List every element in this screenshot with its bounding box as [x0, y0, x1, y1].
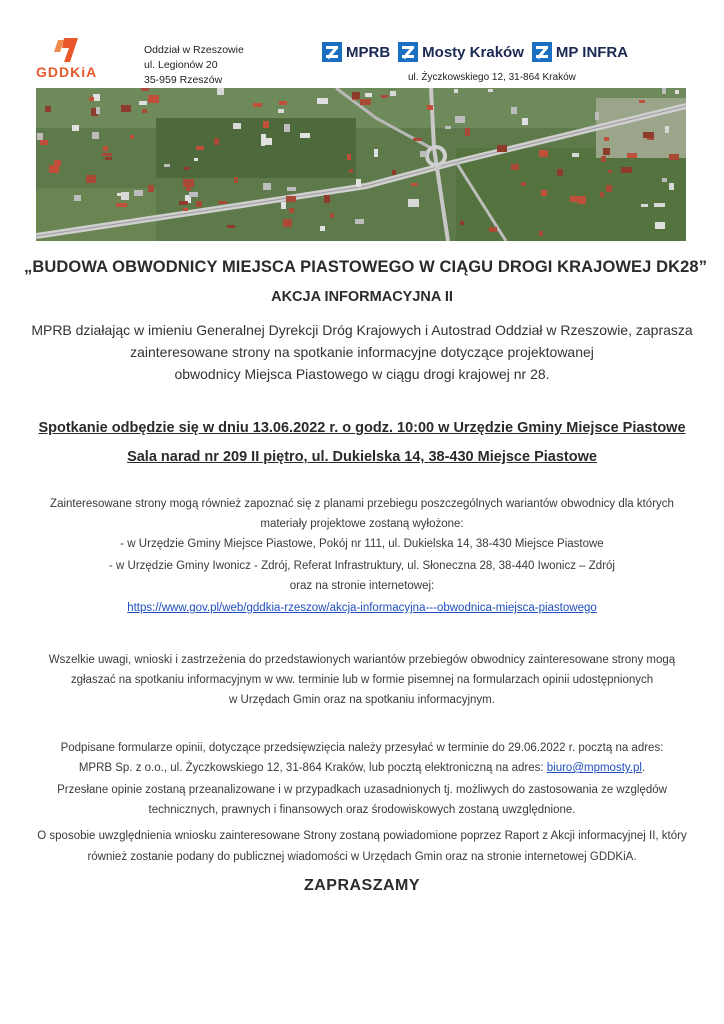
- rooftop: [411, 183, 418, 186]
- rooftop: [40, 140, 48, 145]
- rooftop: [194, 158, 198, 161]
- rooftop: [455, 116, 465, 123]
- gddkia-logo-text: GDDKiA: [36, 64, 98, 80]
- rooftop: [189, 192, 198, 197]
- rooftop: [54, 160, 61, 166]
- rooftop: [347, 154, 351, 160]
- rooftop: [116, 203, 127, 207]
- rooftop: [196, 201, 202, 207]
- aerial-photo: [36, 88, 686, 241]
- review-line: Przesłane opinie zostaną przeanalizowane i w przypadkach uzasadnionych tj. możliwych do zastosowania ze względów: [57, 784, 667, 796]
- rooftop: [578, 196, 586, 204]
- rooftop: [349, 169, 353, 173]
- rooftop: [511, 164, 519, 170]
- rooftop: [261, 138, 272, 145]
- remarks-line: w Urzędach Gmin oraz na spotkaniu informacyjnym.: [229, 694, 495, 706]
- z-tile-logo-icon: [532, 42, 552, 62]
- rooftop: [214, 138, 219, 145]
- rooftop: [86, 175, 96, 183]
- rooftop: [356, 179, 361, 187]
- rooftop: [465, 128, 470, 136]
- intro-line: obwodnicy Miejsca Piastowego w ciągu drogi krajowej nr 28.: [174, 366, 550, 382]
- rooftop: [324, 195, 330, 203]
- rooftop: [287, 187, 296, 191]
- address-left: [144, 43, 244, 88]
- rooftop: [601, 156, 606, 162]
- forms-paragraph: [24, 738, 700, 778]
- rooftop: [121, 105, 131, 112]
- rooftop: [522, 118, 528, 125]
- rooftop: [662, 178, 667, 182]
- rooftop: [608, 170, 612, 173]
- partner-logos: [322, 40, 628, 64]
- rooftop: [541, 190, 547, 196]
- rooftop: [300, 133, 310, 138]
- rooftop: [183, 179, 194, 187]
- rooftop: [381, 95, 388, 98]
- rooftop: [639, 100, 645, 103]
- rooftop: [330, 213, 334, 218]
- rooftop: [460, 221, 464, 225]
- rooftop: [627, 153, 637, 158]
- rooftop: [621, 167, 632, 173]
- info-line: - w Urzędzie Gminy Miejsce Piastowe, Pokój nr 111, ul. Dukielska 14, 38-430 Miejsce Piastowe: [120, 538, 604, 550]
- website-label: oraz na stronie internetowej:: [289, 580, 435, 592]
- rooftop: [148, 185, 154, 192]
- notice-line: O sposobie uwzględnienia wniosku zainteresowane Strony zostaną powiadomione poprzez Raport z Akcji informacyjnej II, który: [37, 830, 687, 842]
- rooftop: [604, 137, 609, 141]
- rooftop: [662, 88, 666, 94]
- rooftop: [102, 153, 112, 156]
- rooftop: [557, 169, 563, 176]
- rooftop: [595, 112, 599, 120]
- z-tile-logo-icon: [398, 42, 418, 62]
- forms-line-2: [24, 758, 700, 778]
- rooftop: [511, 107, 517, 114]
- rooftop: [184, 167, 190, 170]
- rooftop: [234, 177, 238, 183]
- rooftop: [103, 146, 108, 151]
- rooftop: [420, 151, 427, 157]
- rooftop: [263, 183, 271, 190]
- rooftop: [279, 101, 287, 105]
- rooftop: [45, 106, 51, 112]
- partner-name: MP INFRA: [555, 43, 629, 61]
- rooftop: [286, 196, 296, 202]
- rooftop: [570, 196, 579, 202]
- rooftop: [390, 91, 396, 96]
- rooftop: [317, 98, 328, 104]
- partner-logo-mp-infra: [532, 42, 628, 62]
- rooftop: [284, 124, 290, 132]
- rooftop: [539, 150, 548, 157]
- rooftop: [281, 202, 286, 209]
- info-line: Zainteresowane strony mogą również zapoznać się z planami przebiegu poszczególnych wariantów obwodnicy dla których: [50, 498, 674, 510]
- email-link[interactable]: biuro@mpmosty.pl: [546, 762, 642, 774]
- rooftop: [233, 123, 241, 129]
- gddkia-logo-icon: [34, 34, 124, 90]
- rooftop: [74, 195, 81, 201]
- rooftop: [445, 126, 451, 129]
- rooftop: [352, 92, 360, 99]
- info-paragraph: [24, 494, 700, 554]
- rooftop: [497, 145, 507, 152]
- rooftop: [92, 132, 99, 139]
- intro-paragraph: [24, 319, 700, 385]
- rooftop: [289, 208, 294, 213]
- partner-name: Mosty Kraków: [422, 43, 524, 61]
- rooftop: [427, 105, 433, 110]
- z-tile-logo-icon: [322, 42, 342, 62]
- document-title: „BUDOWA OBWODNICY MIEJSCA PIASTOWEGO W CIĄGU DROGI KRAJOWEJ DK28”: [24, 258, 708, 276]
- review-paragraph: [24, 780, 700, 820]
- address-right: ul. Życzkowskiego 12, 31-864 Kraków: [408, 72, 576, 83]
- remarks-line: Wszelkie uwagi, wnioski i zastrzeżenia do przedstawionych wariantów przebiegów obwodnicy zainteresowane strony mogą: [48, 654, 676, 666]
- rooftop: [454, 89, 458, 93]
- rooftop: [148, 95, 159, 103]
- rooftop: [374, 149, 378, 157]
- rooftop: [539, 231, 543, 236]
- rooftop: [360, 99, 371, 105]
- rooftop: [665, 126, 669, 133]
- address-line: ul. Legionów 20: [144, 59, 218, 71]
- rooftop: [121, 192, 129, 200]
- rooftop: [142, 109, 147, 113]
- rooftop: [183, 208, 188, 211]
- forms-address-text: MPRB Sp. z o.o., ul. Życzkowskiego 12, 31-864 Kraków, lub pocztą elektroniczną na adres:: [78, 762, 547, 774]
- rooftop: [392, 170, 396, 175]
- partner-logo-mosty-krakow: [398, 42, 524, 62]
- location-2-line: - w Urzędzie Gminy Iwonicz - Zdrój, Referat Infrastruktury, ul. Słoneczna 28, 38-440 Iwonicz – Zdrój: [109, 560, 615, 572]
- rooftop: [669, 154, 679, 160]
- remarks-paragraph: [24, 650, 700, 710]
- notice-line: również zostanie podany do publicznej wiadomości w Urzędach Gmin oraz na stronie internetowej GDDKiA.: [87, 851, 637, 863]
- intro-line: MPRB działając w imieniu Generalnej Dyrekcji Dróg Krajowych i Autostrad Oddział w Rzeszowie, zaprasza: [31, 322, 693, 338]
- rooftop: [89, 97, 94, 101]
- rooftop: [408, 199, 419, 207]
- rooftop: [141, 88, 149, 91]
- address-line: Oddział w Rzeszowie: [144, 44, 244, 56]
- meeting-date-line: Spotkanie odbędzie się w dniu 13.06.2022 r. o godz. 10:00 w Urzędzie Gminy Miejsce Piastowe: [38, 420, 686, 436]
- rooftop: [72, 125, 79, 131]
- rooftop: [669, 183, 674, 190]
- rooftop: [96, 107, 100, 114]
- rooftop: [49, 165, 59, 173]
- forms-line: Podpisane formularze opinii, dotyczące przedsięwzięcia należy przesyłać w terminie do 29.06.2022 r. pocztą na adres:: [60, 742, 664, 754]
- partner-logo-mprb: [322, 42, 390, 62]
- rooftop: [139, 101, 147, 105]
- rooftop: [253, 103, 262, 107]
- partner-name: MPRB: [346, 43, 391, 61]
- forms-line-end: .: [641, 762, 646, 774]
- rooftop: [641, 204, 648, 207]
- rooftop: [105, 157, 112, 160]
- rooftop: [218, 201, 227, 204]
- rooftop: [643, 132, 654, 138]
- address-line: 35-959 Rzeszów: [144, 74, 223, 86]
- rooftop: [263, 121, 269, 128]
- rooftop: [654, 203, 665, 207]
- review-line: technicznych, prawnych i finansowych oraz środowiskowych zostaną uwzględnione.: [148, 804, 576, 816]
- rooftop: [521, 182, 526, 186]
- rooftop: [675, 90, 679, 94]
- rooftop: [320, 226, 325, 231]
- remarks-line: zgłaszać na spotkaniu informacyjnym w ww. terminie lub w formie pisemnej na formularzach opinii udostępnionych: [70, 674, 654, 686]
- notice-paragraph: [24, 826, 700, 868]
- document-subtitle: AKCJA INFORMACYJNA II: [271, 289, 453, 305]
- rooftop: [130, 135, 134, 139]
- rooftop: [355, 219, 364, 224]
- rooftop: [603, 148, 610, 155]
- rooftop: [217, 88, 224, 95]
- rooftop: [606, 185, 612, 192]
- closing-invitation: ZAPRASZAMY: [303, 877, 421, 894]
- info-line: materiały projektowe zostaną wyłożone:: [260, 518, 464, 530]
- rooftop: [283, 219, 292, 227]
- rooftop: [227, 225, 235, 228]
- rooftop: [37, 133, 43, 140]
- rooftop: [413, 138, 422, 141]
- rooftop: [179, 201, 188, 205]
- meeting-place-line: Sala narad nr 209 II piętro, ul. Dukielska 14, 38-430 Miejsce Piastowe: [127, 449, 597, 465]
- rooftop: [488, 89, 493, 92]
- intro-line: zainteresowane strony na spotkanie informacyjne dotyczące projektowanej: [130, 344, 594, 360]
- rooftop: [489, 227, 497, 232]
- rooftop: [365, 93, 372, 97]
- rooftop: [278, 109, 284, 113]
- rooftop: [196, 146, 204, 150]
- rooftop: [600, 192, 604, 197]
- rooftop: [134, 190, 143, 196]
- rooftop: [164, 164, 170, 167]
- rooftop: [572, 153, 579, 157]
- rooftop: [93, 94, 100, 101]
- website-link[interactable]: https://www.gov.pl/web/gddkia-rzeszow/akcja-informacyjna---obwodnica-miejsca-piastowego: [127, 602, 597, 614]
- rooftop: [655, 222, 665, 229]
